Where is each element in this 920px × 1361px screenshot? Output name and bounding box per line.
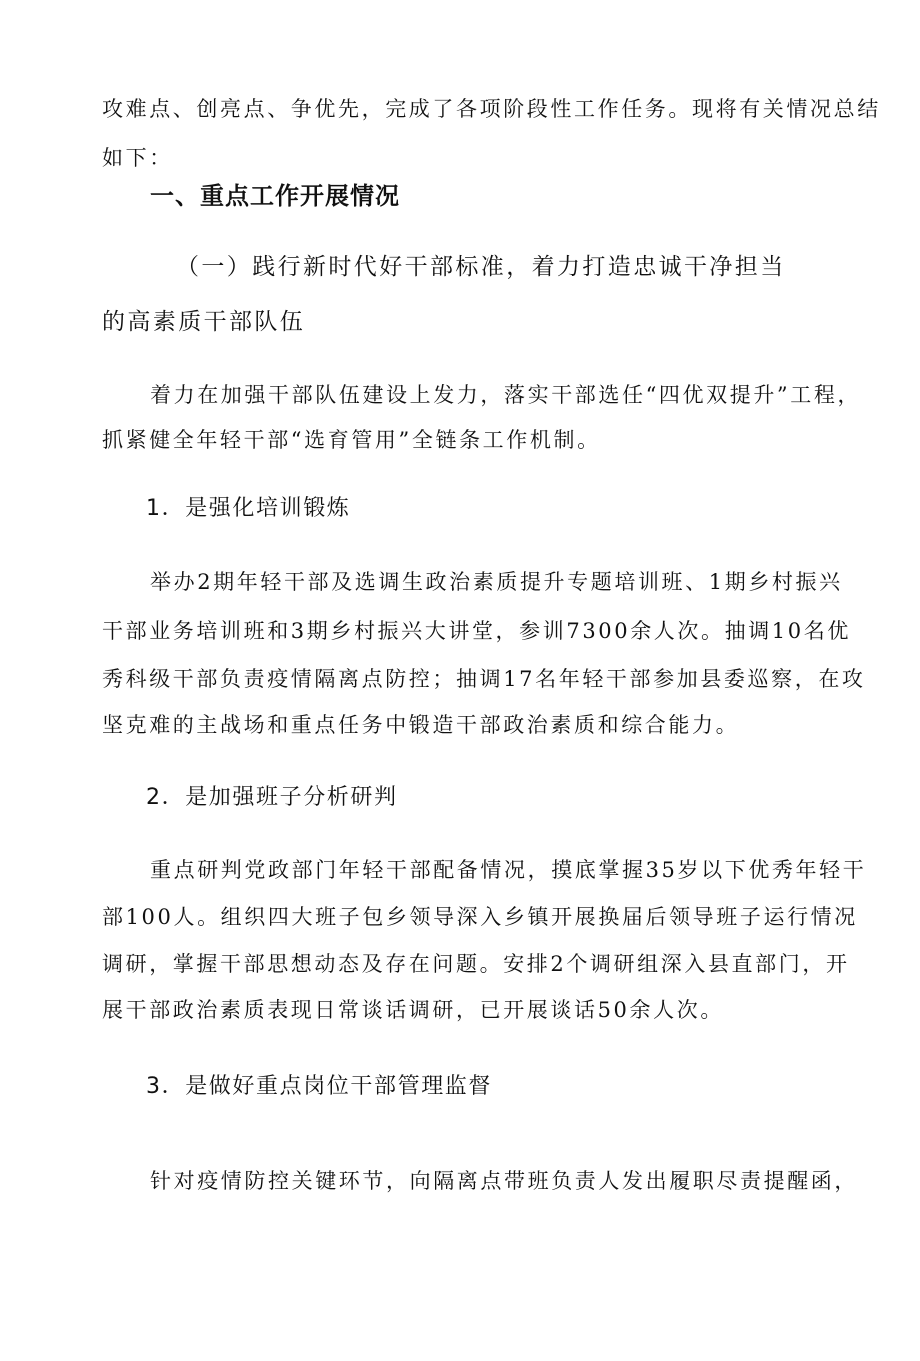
item-2-heading: 2．是加强班子分析研判 bbox=[146, 785, 398, 810]
item-3-heading: 3．是做好重点岗位干部管理监督 bbox=[146, 1074, 492, 1099]
item-3-line-1: 针对疫情防控关键环节，向隔离点带班负责人发出履职尽责提醒函， bbox=[150, 1169, 858, 1193]
item-2-line-1: 重点研判党政部门年轻干部配备情况，摸底掌握35岁以下优秀年轻干 bbox=[150, 858, 867, 882]
item-2-line-2: 部100人。组织四大班子包乡领导深入乡镇开展换届后领导班子运行情况 bbox=[102, 905, 858, 929]
subsection-intro-line-2: 抓紧健全年轻干部“选育管用”全链条工作机制。 bbox=[102, 428, 601, 452]
item-1-line-2: 干部业务培训班和3期乡村振兴大讲堂，参训7300余人次。抽调10名优 bbox=[102, 619, 851, 643]
item-1-line-1: 举办2期年轻干部及选调生政治素质提升专题培训班、1期乡村振兴 bbox=[150, 570, 843, 594]
item-1-heading: 1．是强化培训锻炼 bbox=[146, 496, 351, 521]
intro-line-2: 如下： bbox=[102, 146, 173, 170]
section-heading: 一、重点工作开展情况 bbox=[150, 182, 400, 210]
subsection-intro-line-1: 着力在加强干部队伍建设上发力，落实干部选任“四优双提升”工程， bbox=[150, 383, 862, 407]
item-1-line-4: 坚克难的主战场和重点任务中锻造干部政治素质和综合能力。 bbox=[102, 713, 740, 737]
item-2-line-4: 展干部政治素质表现日常谈话调研，已开展谈话50余人次。 bbox=[102, 998, 724, 1022]
subsection-heading-line-2: 的高素质干部队伍 bbox=[102, 309, 306, 335]
intro-line-1: 攻难点、创亮点、争优先，完成了各项阶段性工作任务。现将有关情况总结 bbox=[102, 97, 881, 121]
subsection-heading-line-1: （一）践行新时代好干部标准，着力打造忠诚干净担当 bbox=[176, 254, 786, 280]
item-2-line-3: 调研，掌握干部思想动态及存在问题。安排2个调研组深入县直部门，开 bbox=[102, 952, 850, 976]
item-1-line-3: 秀科级干部负责疫情隔离点防控；抽调17名年轻干部参加县委巡察，在攻 bbox=[102, 667, 866, 691]
